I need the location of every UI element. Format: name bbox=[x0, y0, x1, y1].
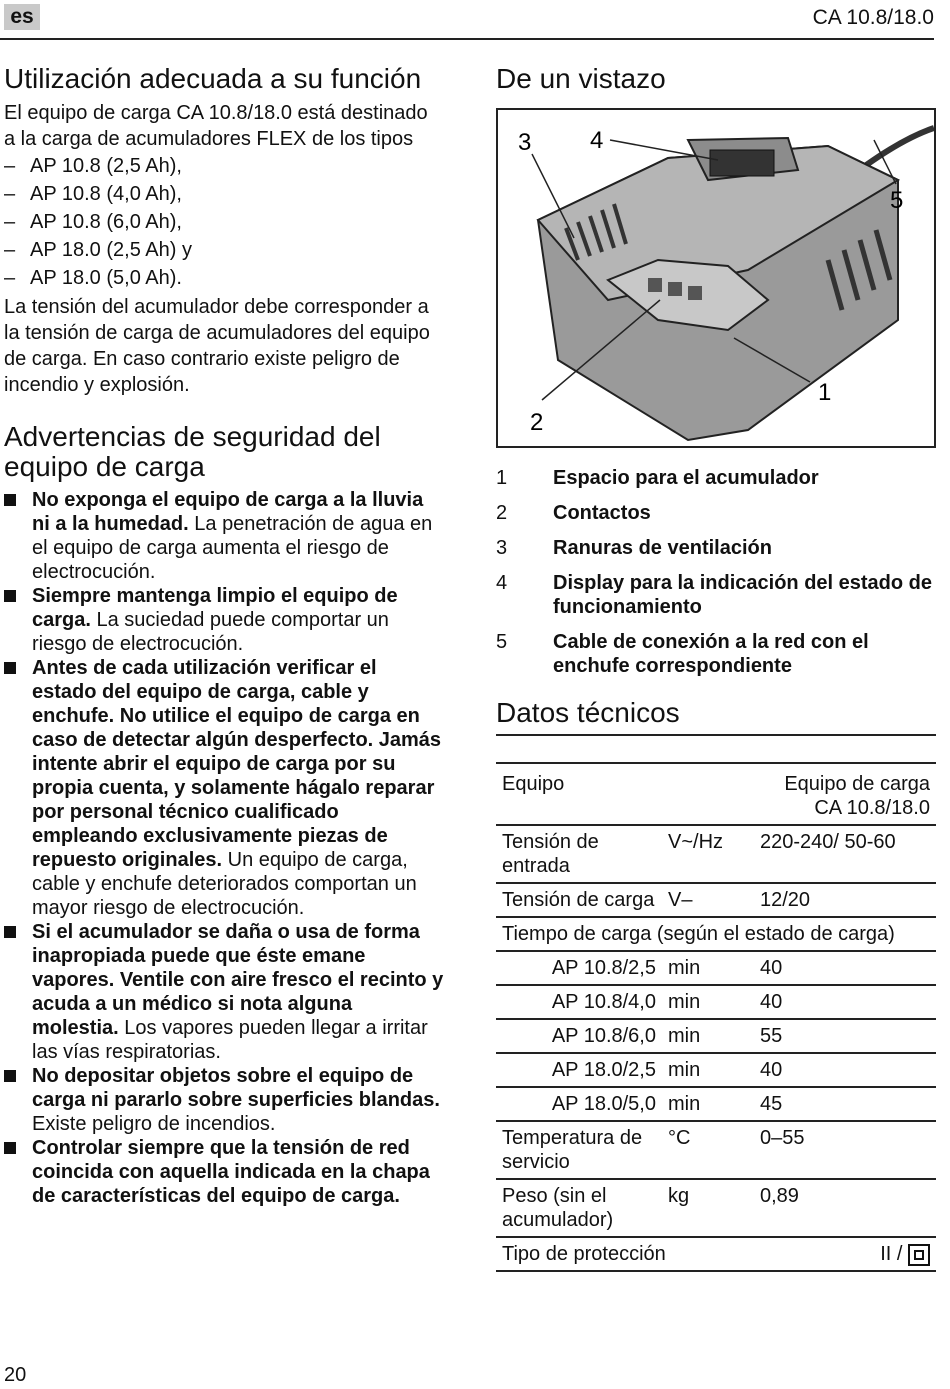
table-row bbox=[496, 1237, 936, 1271]
table-row: AP 18.0/2,5 min 40 bbox=[496, 1053, 936, 1087]
list-item: Si el acumulador se daña o usa de forma inapropiada puede que éste emane vapores. Ventile con aire fresco el recinto y acuda a un médico si nota alguna molestia. Los vapores pueden llegar a irritar las vías respiratorias. bbox=[4, 920, 444, 1064]
list-item: – AP 10.8 (2,5 Ah), bbox=[4, 155, 182, 177]
overview-title: De un vistazo bbox=[496, 63, 666, 94]
safety-list bbox=[4, 488, 444, 1208]
legend-row: 5 Cable de conexión a la red con el enchufe correspondiente bbox=[496, 631, 869, 677]
use-title: Utilización adecuada a su función bbox=[4, 63, 422, 94]
protection-class-value: II / bbox=[880, 1243, 903, 1265]
callout-3: 3 bbox=[518, 129, 532, 156]
table-row: AP 10.8/2,5 min 40 bbox=[496, 951, 936, 985]
table-row: Tensión de entrada V~/Hz 220-240/ 50-60 bbox=[496, 825, 936, 883]
tech-head-right: Equipo de carga CA 10.8/18.0 bbox=[754, 764, 936, 825]
legend-row: 1 Espacio para el acumulador bbox=[496, 467, 819, 489]
list-item: – AP 18.0 (5,0 Ah). bbox=[4, 267, 182, 289]
right-column bbox=[496, 64, 936, 1272]
table-row bbox=[496, 764, 936, 825]
header-divider bbox=[0, 38, 934, 40]
list-item: Antes de cada utilización verificar el estado del equipo de carga, cable y enchufe. No utilice el equipo de carga en caso de detectar algún desperfecto. Jamás intente abrir el equipo de carga por su propia cuenta, y solamente hágalo reparar por personal técnico cualificado empleando exclusivamente piezas de repuesto originales. Un equipo de carga, cable y enchufe deteriorados comportan un mayor riesgo de electrocución. bbox=[4, 656, 444, 920]
tech-title: Datos técnicos bbox=[496, 697, 680, 728]
use-note: La tensión del acumulador debe corresponder a la tensión de carga de acumuladores del equipo de carga. En caso contrario existe peligro de incendio y explosión. bbox=[4, 296, 430, 396]
part-legend bbox=[496, 466, 936, 678]
charger-illustration bbox=[496, 108, 936, 448]
list-item: No exponga el equipo de carga a la lluvia ni a la humedad. La penetración de agua en el equipo de carga aumenta el riesgo de electrocución. bbox=[4, 488, 444, 584]
table-row: AP 10.8/6,0 min 55 bbox=[496, 1019, 936, 1053]
charger-drawing bbox=[498, 110, 934, 446]
list-item: – AP 10.8 (4,0 Ah), bbox=[4, 183, 182, 205]
legend-row: 2 Contactos bbox=[496, 502, 651, 524]
callout-4: 4 bbox=[590, 127, 604, 154]
document-id: CA 10.8/18.0 bbox=[812, 6, 934, 29]
use-intro: El equipo de carga CA 10.8/18.0 está destinado a la carga de acumuladores FLEX de los tipos bbox=[4, 102, 428, 150]
table-row bbox=[496, 917, 936, 951]
table-row: AP 18.0/5,0 min 45 bbox=[496, 1087, 936, 1121]
legend-row: 3 Ranuras de ventilación bbox=[496, 537, 772, 559]
battery-type-list bbox=[4, 152, 444, 292]
left-column bbox=[4, 64, 444, 1208]
table-row: Tensión de carga V– 12/20 bbox=[496, 883, 936, 917]
protection-label: Tipo de protección bbox=[496, 1237, 754, 1271]
list-item: – AP 18.0 (2,5 Ah) y bbox=[4, 239, 192, 261]
charge-time-title: Tiempo de carga (según el estado de carga) bbox=[496, 917, 936, 951]
tech-table bbox=[496, 764, 936, 1272]
tech-head-left: Equipo bbox=[496, 764, 754, 825]
double-insulation-icon bbox=[908, 1244, 930, 1266]
callout-1: 1 bbox=[818, 379, 832, 406]
table-row: Temperatura de servicio °C 0–55 bbox=[496, 1121, 936, 1179]
language-badge: es bbox=[4, 4, 40, 30]
list-item: – AP 10.8 (6,0 Ah), bbox=[4, 211, 182, 233]
callout-5: 5 bbox=[890, 187, 904, 214]
safety-title: Advertencias de seguridad del equipo de carga bbox=[4, 421, 381, 482]
list-item: No depositar objetos sobre el equipo de carga ni pararlo sobre superficies blandas. Existe peligro de incendios. bbox=[4, 1064, 444, 1136]
legend-row: 4 Display para la indicación del estado de funcionamiento bbox=[496, 572, 933, 618]
page-number: 20 bbox=[4, 1364, 27, 1386]
list-item: Siempre mantenga limpio el equipo de carga. La suciedad puede comportar un riesgo de electrocución. bbox=[4, 584, 444, 656]
table-row: AP 10.8/4,0 min 40 bbox=[496, 985, 936, 1019]
callout-2: 2 bbox=[530, 409, 544, 436]
table-row: Peso (sin el acumulador) kg 0,89 bbox=[496, 1179, 936, 1237]
list-item: Controlar siempre que la tensión de red coincida con aquella indicada en la chapa de características del equipo de carga. bbox=[4, 1136, 444, 1208]
